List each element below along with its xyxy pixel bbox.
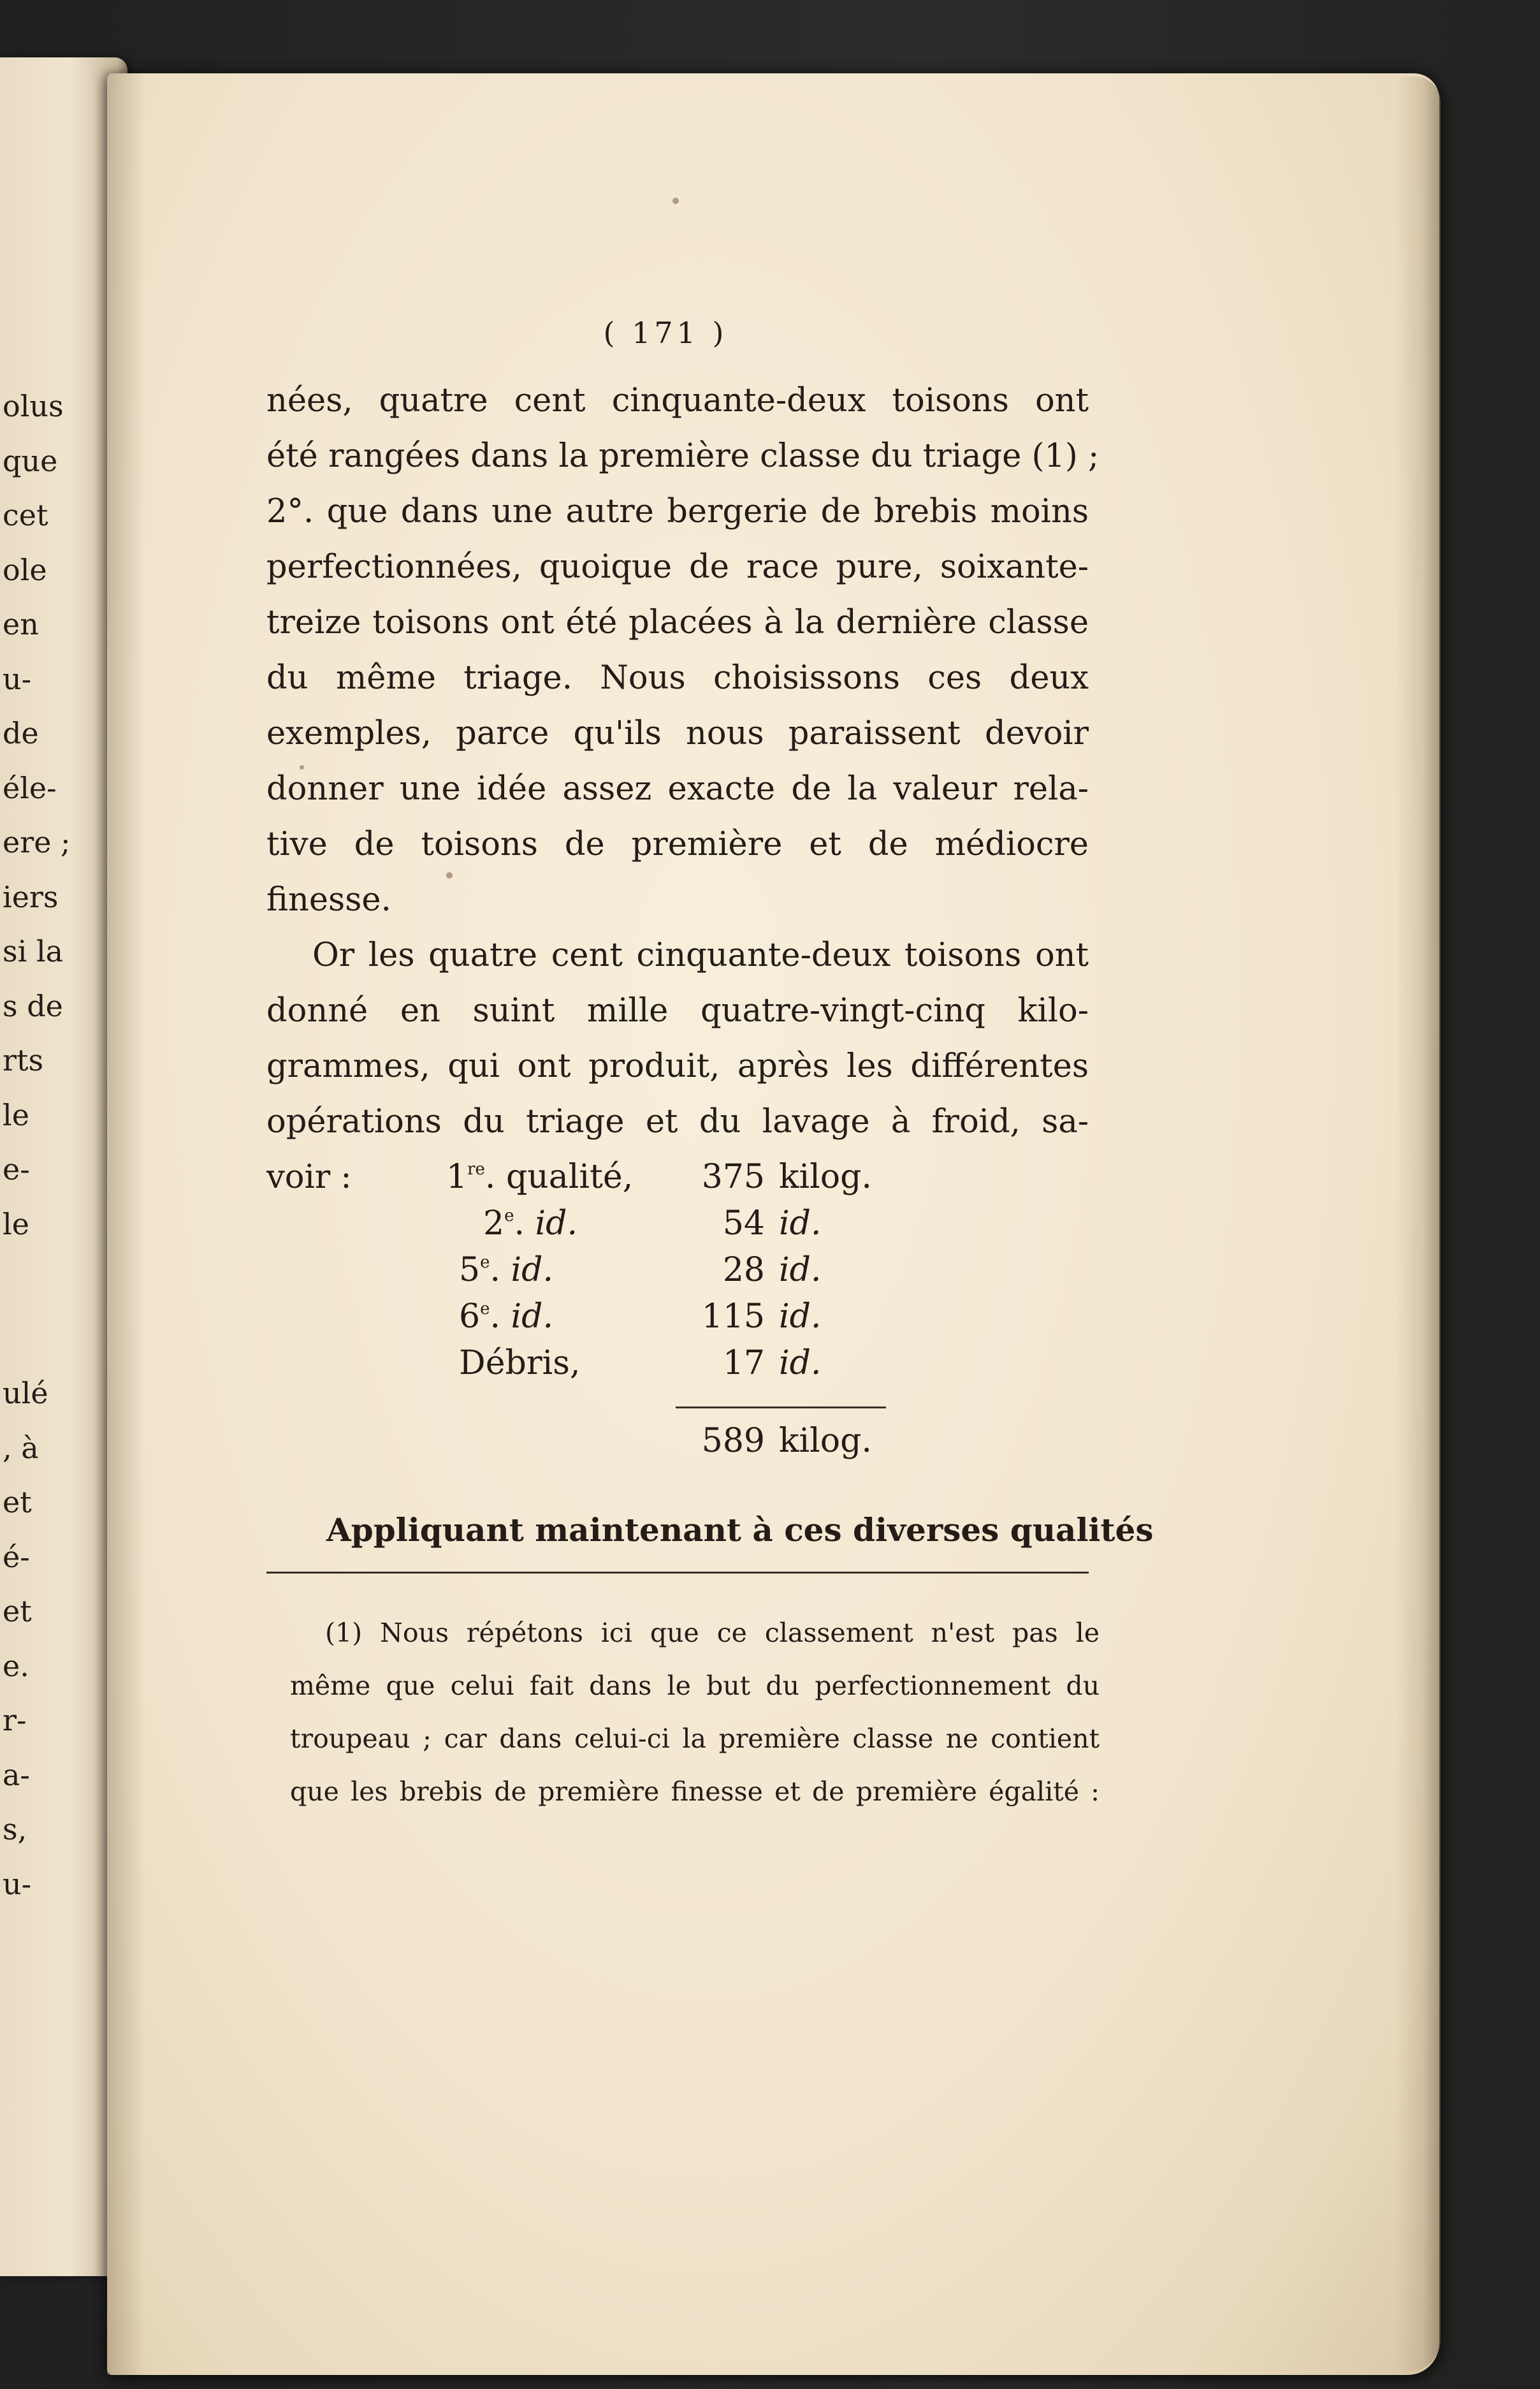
quality-label: 6e. id.	[459, 1297, 553, 1336]
weight-value: 54	[722, 1204, 765, 1243]
left-fragment: s de	[3, 988, 63, 1023]
quality-weight-table	[446, 1154, 969, 1460]
table-row	[446, 1154, 969, 1201]
weight-value: 17	[722, 1344, 765, 1382]
page-edge-shadow	[1396, 77, 1441, 2372]
text-line: tive de toisons de première et de médiocre	[266, 826, 1089, 863]
left-fragment: e-	[3, 1152, 30, 1187]
text-line: nées, quatre cent cinquante-deux toisons ont	[266, 382, 1089, 420]
text-line: du même triage. Nous choisissons ces deux	[266, 659, 1089, 697]
text-line: exemples, parce qu'ils nous paraissent devoir	[266, 715, 1089, 752]
left-fragment: s,	[3, 1812, 27, 1846]
left-fragment: ole	[3, 552, 47, 587]
left-fragment: rts	[3, 1043, 44, 1078]
weight-unit: id.	[779, 1344, 822, 1382]
text-line: 2°. que dans une autre bergerie de brebis moins	[266, 493, 1089, 530]
text-line: donner une idée assez exacte de la valeur rela-	[266, 770, 1089, 808]
footnote-line: (1) Nous répétons ici que ce classement n'est pas le	[325, 1618, 1100, 1648]
left-fragment: a-	[3, 1757, 30, 1792]
left-fragment: r-	[3, 1703, 27, 1737]
text-line: opérations du triage et du lavage à froid, sa-	[266, 1103, 1089, 1141]
left-fragment: u-	[3, 1866, 32, 1901]
page-gutter-shadow	[107, 73, 145, 2375]
quality-label: Débris,	[459, 1344, 581, 1382]
footnote-rule	[266, 1572, 1089, 1574]
text-line: donné en suint mille quatre-vingt-cinq kilo-	[266, 992, 1089, 1030]
total-unit: kilog.	[779, 1422, 872, 1460]
quality-label: 1re. qualité,	[446, 1158, 634, 1196]
text-line: été rangées dans la première classe du triage (1) ;	[266, 437, 1100, 475]
text-line: finesse.	[266, 881, 391, 919]
left-fragment: iers	[3, 879, 59, 914]
left-fragment: de	[3, 716, 39, 750]
left-fragment: en	[3, 607, 39, 641]
weight-unit: id.	[779, 1251, 822, 1289]
quality-label: 2e. id.	[483, 1204, 578, 1243]
page-number: ( 171 )	[603, 316, 728, 350]
weight-unit: id.	[779, 1204, 822, 1243]
left-fragment: ulé	[3, 1376, 48, 1410]
table-row	[446, 1340, 969, 1387]
table-row	[446, 1201, 969, 1247]
left-fragment: si la	[3, 934, 64, 968]
left-fragment: cet	[3, 498, 48, 532]
body-text	[266, 373, 1100, 1205]
weight-unit: kilog.	[779, 1158, 872, 1196]
paper-speck	[672, 198, 679, 204]
closing-line	[326, 1502, 1154, 1558]
footnote	[290, 1607, 1100, 1818]
left-fragment: et	[3, 1594, 32, 1628]
table-row	[446, 1294, 969, 1340]
weight-unit: id.	[779, 1297, 822, 1336]
left-fragment: ere ;	[3, 825, 71, 859]
text-line: grammes, qui ont produit, après les différentes	[266, 1048, 1089, 1085]
table-row	[446, 1247, 969, 1294]
left-fragment: e.	[3, 1648, 29, 1683]
weight-value: 115	[701, 1297, 765, 1336]
left-page-text-fragments	[0, 379, 76, 1911]
left-fragment: é-	[3, 1539, 30, 1574]
weight-value: 28	[722, 1251, 765, 1289]
total-row	[446, 1415, 969, 1466]
total-value: 589	[701, 1422, 765, 1460]
footnote-line: que les brebis de première finesse et de première égalité :	[290, 1776, 1100, 1807]
quality-label: 5e. id.	[459, 1251, 553, 1289]
sum-rule	[676, 1406, 886, 1408]
text-line: treize toisons ont été placées à la dernière classe	[266, 604, 1089, 641]
left-fragment: que	[3, 443, 58, 478]
left-fragment: le	[3, 1206, 29, 1241]
text-line: Appliquant maintenant à ces diverses qualités	[326, 1511, 1154, 1549]
text-line: voir :	[266, 1158, 352, 1196]
left-fragment: le	[3, 1097, 29, 1132]
text-line: Or les quatre cent cinquante-deux toisons ont	[312, 937, 1089, 974]
left-fragment: éle-	[3, 770, 57, 805]
text-line: perfectionnées, quoique de race pure, soixante-	[266, 548, 1089, 586]
left-fragment: olus	[3, 389, 64, 423]
footnote-line: troupeau ; car dans celui-ci la première classe ne contient	[290, 1723, 1100, 1754]
left-fragment: , à	[3, 1430, 39, 1465]
weight-value: 375	[701, 1158, 765, 1196]
left-fragment: u-	[3, 661, 32, 696]
footnote-line: même que celui fait dans le but du perfectionnement du	[290, 1670, 1100, 1701]
left-fragment: et	[3, 1485, 32, 1519]
